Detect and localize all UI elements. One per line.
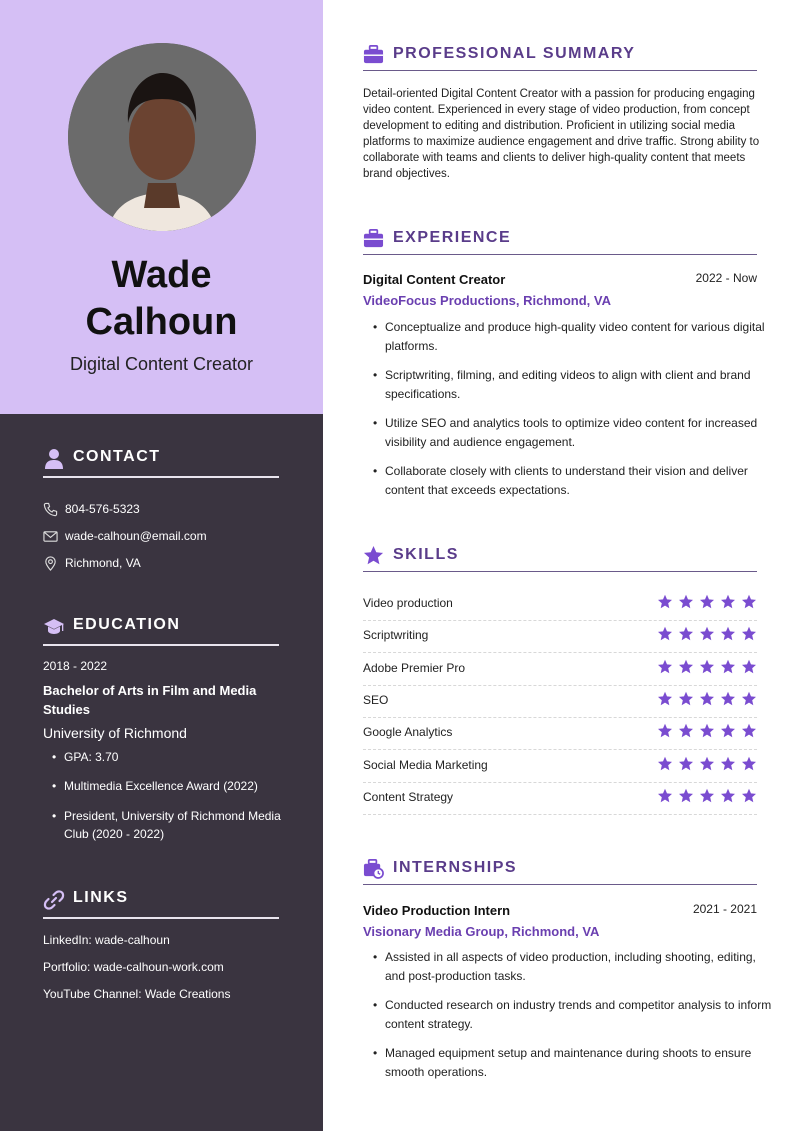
star-icon: [720, 723, 736, 739]
experience-bullet: • Conceptualize and produce high-quality video content for various digital platforms.: [363, 318, 773, 356]
skill-row: [363, 750, 757, 783]
profile-header: [0, 0, 323, 414]
skill-rating: [652, 594, 757, 612]
experience-dates: 2022 - Now: [695, 271, 757, 285]
star-icon: [741, 659, 757, 675]
location-value: Richmond, VA: [65, 556, 141, 570]
skill-name: Google Analytics: [363, 725, 453, 740]
star-icon: [720, 691, 736, 707]
skill-row: [363, 685, 757, 718]
skills-heading-label: SKILLS: [393, 546, 459, 563]
job-title: Digital Content Creator: [69, 354, 254, 374]
skill-name: Social Media Marketing: [363, 757, 488, 772]
experience-bullet: • Utilize SEO and analytics tools to optimize video content for increased visibility and audience engagement.: [363, 414, 773, 452]
skill-rating: [652, 626, 757, 644]
briefcase-clock-icon: [363, 858, 384, 879]
experience-org: VideoFocus Productions, Richmond, VA: [363, 293, 611, 308]
star-icon: [720, 756, 736, 772]
link-icon: [43, 889, 65, 911]
experience-heading-label: EXPERIENCE: [393, 229, 512, 246]
link-portfolio[interactable]: Portfolio: wade-calhoun-work.com: [43, 960, 224, 974]
phone-icon: [43, 502, 58, 517]
education-school: University of Richmond: [43, 725, 187, 741]
star-icon: [678, 788, 694, 804]
links-heading-label: LINKS: [73, 889, 129, 906]
star-icon: [699, 626, 715, 642]
star-icon: [678, 691, 694, 707]
summary-heading-label: PROFESSIONAL SUMMARY: [393, 45, 636, 62]
star-icon: [657, 691, 673, 707]
internship-bullet: • Managed equipment setup and maintenance during shoots to ensure smooth operations.: [363, 1044, 773, 1082]
education-years: 2018 - 2022: [43, 659, 108, 673]
skill-name: Adobe Premier Pro: [363, 660, 466, 675]
last-name: Calhoun: [85, 301, 238, 343]
star-icon: [741, 788, 757, 804]
star-icon: [657, 756, 673, 772]
star-icon: [678, 626, 694, 642]
skill-name: Content Strategy: [363, 789, 454, 804]
briefcase-icon: [363, 228, 384, 249]
skill-rating: [652, 723, 757, 741]
skill-rating: [652, 756, 757, 774]
graduation-cap-icon: [43, 616, 65, 638]
star-icon: [720, 659, 736, 675]
phone-value: 804-576-5323: [65, 502, 140, 516]
education-detail: • Multimedia Excellence Award (2022): [43, 777, 303, 795]
star-icon: [678, 659, 694, 675]
star-icon: [741, 594, 757, 610]
links-heading: [43, 885, 279, 919]
briefcase-icon: [363, 44, 384, 65]
star-icon: [657, 626, 673, 642]
skill-row: [363, 588, 757, 621]
skill-row: [363, 620, 757, 653]
star-icon: [720, 594, 736, 610]
internship-bullet: • Assisted in all aspects of video production, including shooting, editing, and post-production tasks.: [363, 948, 773, 986]
contact-heading-label: CONTACT: [73, 448, 161, 465]
star-icon: [678, 756, 694, 772]
skill-row: [363, 782, 757, 815]
experience-bullet: • Scriptwriting, filming, and editing videos to align with client and brand specifications.: [363, 366, 773, 404]
experience-heading: [363, 226, 757, 255]
skill-rating: [652, 659, 757, 677]
internship-dates: 2021 - 2021: [692, 902, 757, 916]
star-icon: [699, 659, 715, 675]
internship-org: Visionary Media Group, Richmond, VA: [363, 924, 600, 939]
avatar: [68, 43, 256, 231]
star-icon: [741, 756, 757, 772]
star-icon: [699, 756, 715, 772]
skill-rating: [652, 788, 757, 806]
experience-bullet: • Collaborate closely with clients to understand their vision and deliver content that exceeds expectations.: [363, 462, 773, 500]
skill-name: SEO: [363, 692, 389, 707]
link-linkedin[interactable]: LinkedIn: wade-calhoun: [43, 933, 170, 947]
experience-title: Digital Content Creator: [363, 272, 506, 287]
star-icon: [657, 723, 673, 739]
education-degree: Bachelor of Arts in Film and Media Studies: [43, 683, 257, 717]
star-icon: [741, 723, 757, 739]
star-icon: [699, 723, 715, 739]
education-detail: • GPA: 3.70: [43, 748, 303, 766]
person-icon: [43, 448, 65, 470]
avatar-illustration: [68, 43, 256, 231]
star-icon: [699, 691, 715, 707]
mail-icon: [43, 529, 58, 544]
email-value: wade-calhoun@email.com: [65, 529, 207, 543]
star-icon: [741, 626, 757, 642]
education-heading-label: EDUCATION: [73, 616, 181, 633]
contact-heading: [43, 444, 279, 478]
skill-name: Scriptwriting: [363, 628, 429, 643]
internship-bullet: • Conducted research on industry trends and competitor analysis to inform content strategy.: [363, 996, 773, 1034]
star-icon: [699, 788, 715, 804]
education-heading: [43, 612, 279, 646]
star-icon: [720, 788, 736, 804]
star-icon: [657, 594, 673, 610]
education-detail: • President, University of Richmond Media Club (2020 - 2022): [43, 807, 303, 843]
sidebar: [0, 0, 323, 1131]
summary-heading: [363, 42, 757, 71]
star-icon: [678, 594, 694, 610]
experience-bullets: [363, 318, 773, 500]
skill-row: [363, 717, 757, 750]
link-youtube[interactable]: YouTube Channel: Wade Creations: [43, 987, 231, 1001]
internship-title: Video Production Intern: [363, 903, 511, 918]
skill-row: [363, 653, 757, 686]
skill-rating: [652, 691, 757, 709]
skills-heading: [363, 543, 757, 572]
summary-text: Detail-oriented Digital Content Creator with a passion for producing engaging video content. Experienced in every stage of video production, from concept development to editing and distribution. Proficient in utilizing social media platforms to maximize audience engagement and drive traffic. Strong ability to collaborate with teams and clients to deliver high-quality content that meets brand objectives.: [363, 88, 760, 180]
star-icon: [678, 723, 694, 739]
star-icon: [363, 545, 384, 566]
star-icon: [699, 594, 715, 610]
first-name: Wade: [111, 254, 212, 296]
skill-name: Video production: [363, 596, 453, 610]
star-icon: [657, 659, 673, 675]
internships-heading: [363, 856, 757, 885]
star-icon: [657, 788, 673, 804]
internship-bullets: [363, 948, 773, 1082]
internships-heading-label: INTERNSHIPS: [393, 859, 518, 876]
star-icon: [741, 691, 757, 707]
location-pin-icon: [43, 556, 58, 571]
star-icon: [720, 626, 736, 642]
